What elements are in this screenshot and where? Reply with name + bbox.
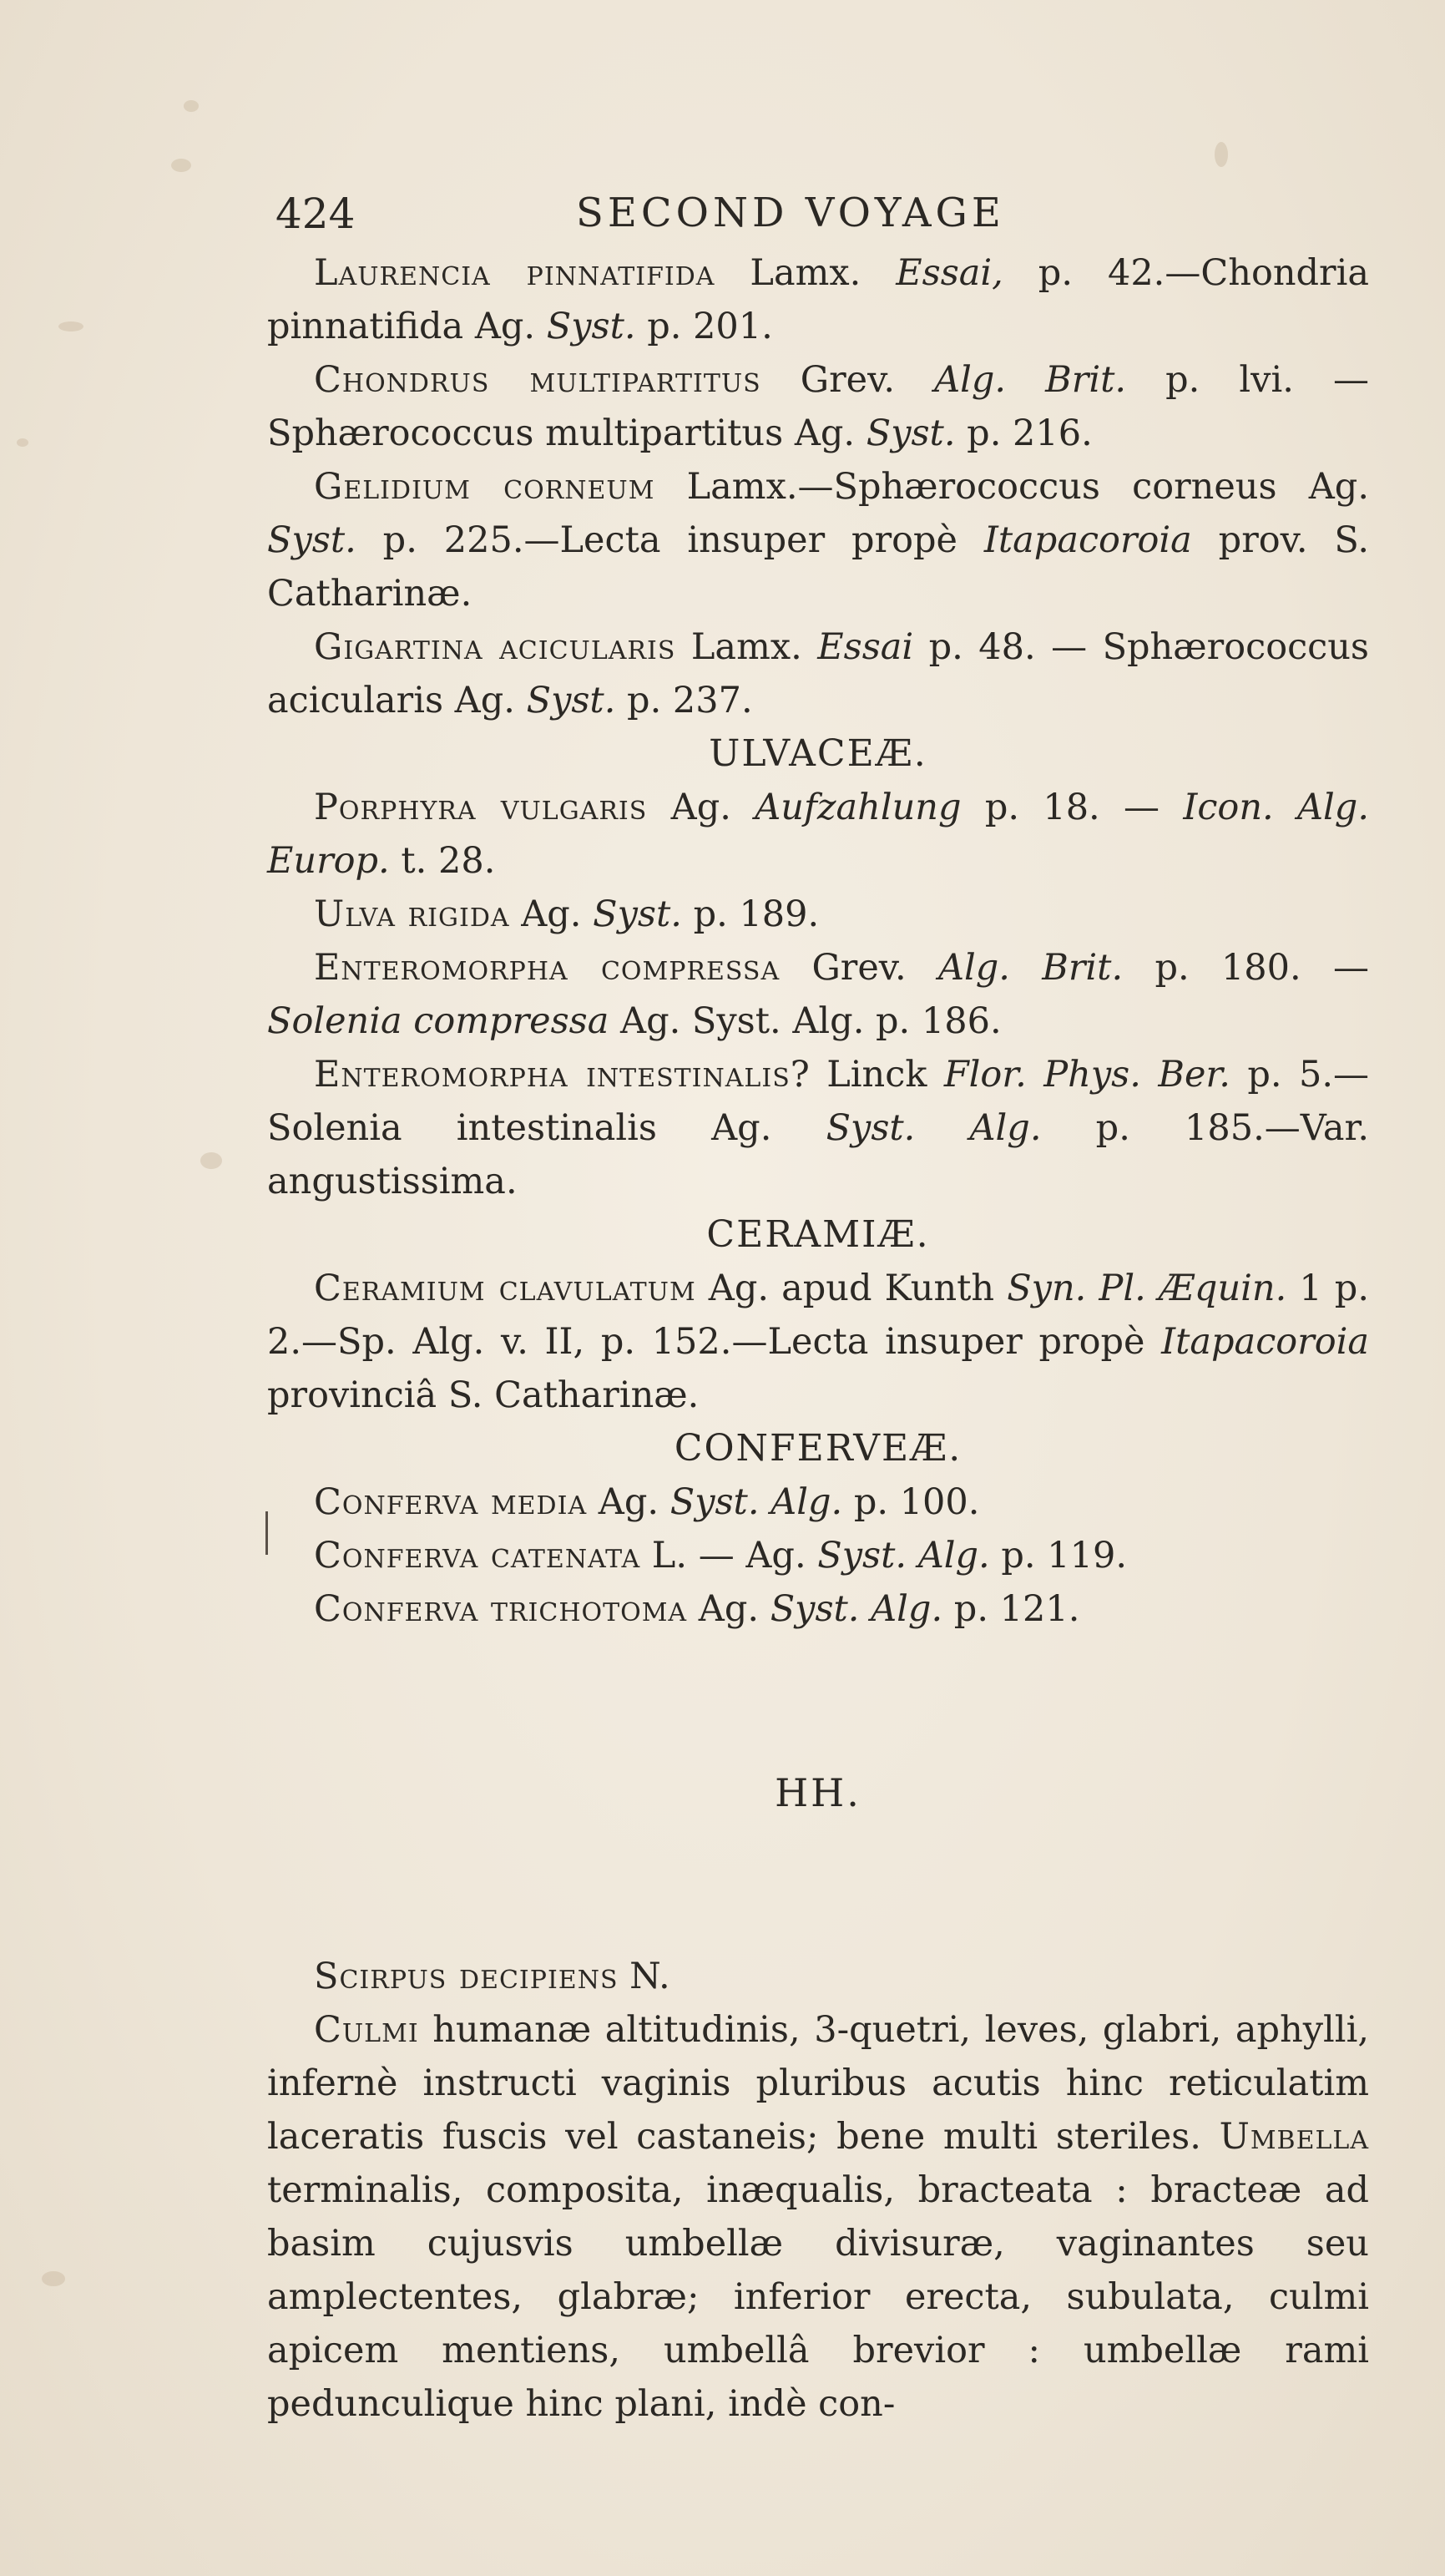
text-block xyxy=(267,180,1402,2431)
section-heading: ULVACEÆ. xyxy=(709,732,927,775)
page-header xyxy=(267,180,1402,246)
taxon-entry: Laurencia pinnatifida Lamx. Essai, p. 42.—Chondria pinnatifida Ag. Syst. p. 201. xyxy=(267,252,1369,347)
section-heading: CONFERVEÆ. xyxy=(674,1427,962,1470)
running-head: SECOND VOYAGE xyxy=(576,190,1005,236)
taxon-entry: Enteromorpha compressa Grev. Alg. Brit. p. 180. — Solenia compressa Ag. Syst. Alg. p. 186. xyxy=(267,947,1369,1042)
taxon-entry: Conferva catenata L. — Ag. Syst. Alg. p. 119. xyxy=(314,1535,1128,1576)
taxon-entry: Conferva trichotoma Ag. Syst. Alg. p. 121. xyxy=(314,1588,1080,1630)
taxon-entry: Chondrus multipartitus Grev. Alg. Brit. p. lvi. — Sphærococcus multipartitus Ag. Syst. p. 216. xyxy=(267,359,1369,454)
taxon-entry: Ulva rigida Ag. Syst. p. 189. xyxy=(314,893,820,935)
taxon-entry: Enteromorpha intestinalis? Linck Flor. Phys. Ber. p. 5.— Solenia intestinalis Ag. Syst. Alg. p. 185.—Var. angustissima. xyxy=(267,1054,1370,1202)
section-letter: HH. xyxy=(775,1770,861,1815)
species-description: Culmi humanæ altitudinis, 3-quetri, leves, glabri, aphylli, infernè instructi vaginis pluribus acutis hinc reticulatim laceratis fuscis vel castaneis; bene multi steriles. Umbella terminalis, composita, inæqualis, bracteata : bracteæ ad basim cujusvis umbellæ divisuræ, vaginantes seu amplectentes, glabræ; inferior erecta, subulata, culmi apicem mentiens, umbellâ brevior : umbellæ rami pedunculique hinc plani, indè con- xyxy=(267,2009,1369,2425)
taxon-entry: Conferva media Ag. Syst. Alg. p. 100. xyxy=(314,1481,980,1523)
section-heading: CERAMIÆ. xyxy=(706,1213,930,1256)
taxon-entry: Ceramium clavulatum Ag. apud Kunth Syn. Pl. Æquin. 1 p. 2.—Sp. Alg. v. II, p. 152.—Lecta insuper propè Itapacoroia provinciâ S. Catharinæ. xyxy=(267,1268,1369,1416)
taxon-entry: Gigartina acicularis Lamx. Essai p. 48. — Sphærococcus acicularis Ag. Syst. p. 237. xyxy=(267,626,1370,721)
species-title: Scirpus decipiens N. xyxy=(314,1956,670,1997)
page-number: 424 xyxy=(275,190,356,238)
taxon-entry: Gelidium corneum Lamx.—Sphærococcus corneus Ag. Syst. p. 225.—Lecta insuper propè Itapacoroia prov. S. Catharinæ. xyxy=(267,466,1370,615)
taxon-entry: Porphyra vulgaris Ag. Aufzahlung p. 18. — Icon. Alg. Europ. t. 28. xyxy=(267,787,1369,882)
